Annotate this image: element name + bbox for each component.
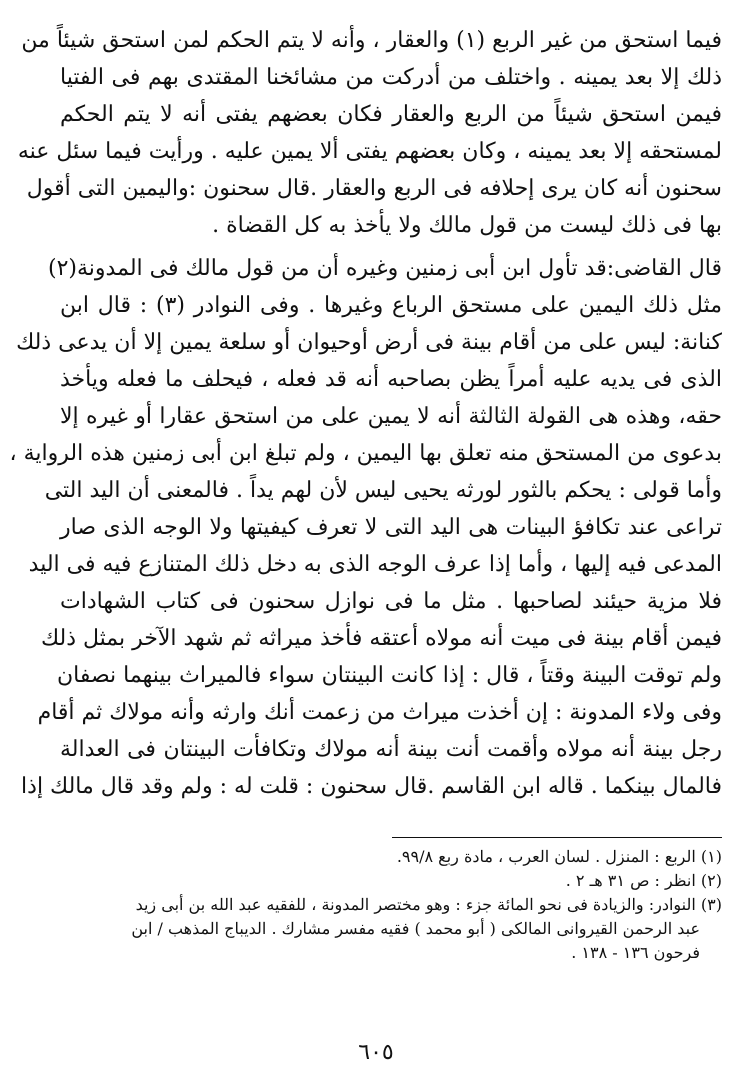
- footnote-3-continued: فرحون ١٣٦ - ١٣٨ .: [571, 943, 700, 962]
- text-line: فلا مزية حيئند لصاحبها . مثل ما فى نوازل سحنون فى كتاب الشهادات: [60, 589, 722, 614]
- text-line: بها فى ذلك ليست من قول مالك ولا يأخذ به كل القضاة .: [212, 213, 722, 238]
- text-line: تراعى عند تكافؤ البينات هى اليد التى لا تعرف كيفيتها ولا الوجه الذى صار: [60, 515, 722, 540]
- text-line: وأما قولى : يحكم بالثور لورثه يحيى ليس لأن لهم يداً . فالمعنى أن اليد التى: [44, 478, 722, 503]
- footnote-3-continued: عبد الرحمن القيروانى المالكى ( أبو محمد ) فقيه مفسر مشارك . الديباج المذهب / ابن: [131, 919, 700, 938]
- footnotes: [60, 845, 722, 965]
- text-line: سحنون أنه كان يرى إحلافه فى الربع والعقار .قال سحنون :واليمين التى أقول: [26, 176, 722, 201]
- text-line: رجل بينة أنه مولاه وأقمت أنت بينة أنه مولاك وتكافأت البينتان فى العدالة: [60, 737, 722, 762]
- text-line: فالمال بينكما . قاله ابن القاسم .قال سحنون : قلت له : ولم وقد قال مالك إذا: [21, 774, 722, 799]
- text-line: وفى ولاء المدونة : إن أخذت ميراث من زعمت أنك وارثه وأنه مولاك ثم أقام: [37, 700, 722, 725]
- main-text: [9, 22, 722, 805]
- text-line: حقه، وهذه هى القولة الثالثة أنه لا يمين على من استحق عقارا أو غيره إلا: [60, 404, 722, 429]
- footnote-3: (٣) النوادر: والزيادة فى نحو المائة جزء : وهو مختصر المدونة ، للفقيه عبد الله بن أبى زيد: [135, 895, 722, 914]
- footnote-divider: [392, 837, 722, 838]
- text-line: فيمن استحق شيئاً من الربع والعقار فكان بعضهم يفتى أنه لا يتم الحكم: [60, 102, 722, 127]
- page-number: ٦٠٥: [358, 1040, 394, 1065]
- text-line: الذى فى يديه عليه أمراً يظن بصاحبه أنه قد فعله ، فيحلف ما فعله ويأخذ: [60, 367, 722, 392]
- text-line: كنانة: ليس على من أقام بينة فى أرض أوحيوان أو سلعة يمين إلا أن يدعى ذلك: [16, 330, 722, 355]
- text-line: مثل ذلك اليمين على مستحق الرباع وغيرها . وفى النوادر (٣) : قال ابن: [60, 293, 722, 318]
- footnote-2: (٢) انظر : ص ٣١ هـ ٢ .: [565, 871, 722, 890]
- paragraph-2: [9, 250, 722, 805]
- text-line: فيمن أقام بينة فى ميت أنه مولاه أعتقه فأخذ ميراثه ثم شهد الآخر بمثل ذلك: [40, 626, 722, 651]
- text-line: ذلك إلا بعد يمينه . واختلف من أدركت من مشائخنا المقتدى بهم فى الفتيا: [60, 65, 722, 90]
- text-line: قال القاضى:قد تأول ابن أبى زمنين وغيره أن من قول مالك فى المدونة(٢): [48, 256, 722, 281]
- text-line: فيما استحق من غير الربع (١) والعقار ، وأنه لا يتم الحكم لمن استحق شيئاً من: [21, 28, 722, 53]
- paragraph-1: [17, 22, 722, 244]
- text-line: لمستحقه إلا بعد يمينه ، وكان بعضهم يفتى ألا يمين عليه . ورأيت فيما سئل عنه: [17, 139, 722, 164]
- footnote-1: (١) الربع : المنزل . لسان العرب ، مادة ربع ٩٩/٨.: [396, 847, 722, 866]
- text-line: ولم توقت البينة وقتاً ، قال : إذا كانت البينتان سواء فالميراث بينهما نصفان: [56, 663, 722, 688]
- text-line: المدعى فيه إليها ، وأما إذا عرف الوجه الذى به دخل ذلك المتنازع فيه فى اليد: [28, 552, 722, 577]
- text-line: بدعوى من المستحق منه تعلق بها اليمين ، ولم تبلغ ابن أبى زمنين هذه الرواية ،: [9, 441, 722, 466]
